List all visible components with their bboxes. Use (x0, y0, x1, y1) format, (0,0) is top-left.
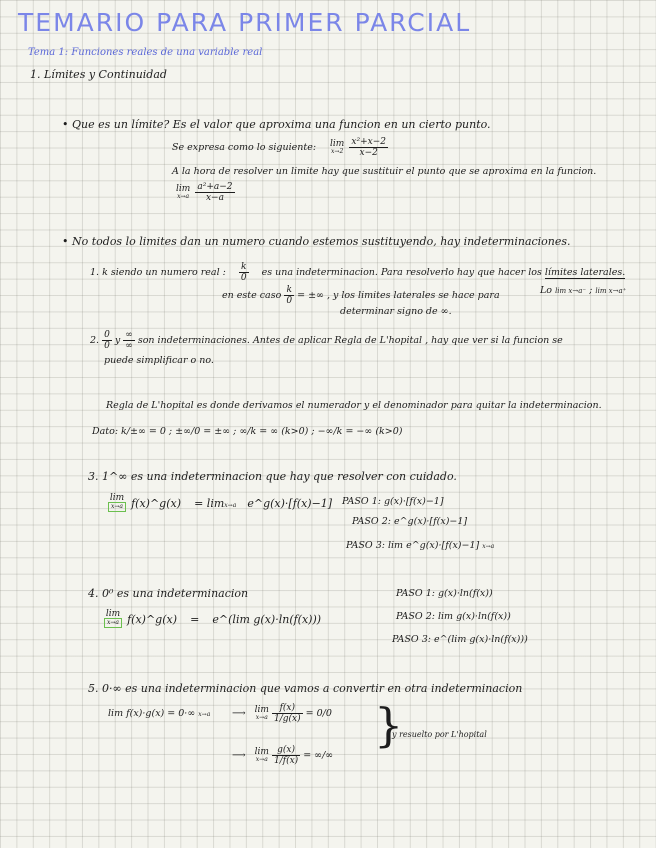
curly-brace: } (374, 698, 404, 752)
item5-conversion-1: ⟶ lim x→a $\frac{f(x)}{1/g(x)}$ = 0/0 (232, 703, 332, 724)
item4-limit-expression: lim x→a f(x)^g(x) = e^(lim g(x)·ln(f(x))) (105, 608, 322, 626)
lateral-limits-link: límites laterales. (544, 267, 626, 278)
general-limit-expression: lim x→a $\frac{\text{a²+a−2}}{x-a}$ (176, 182, 233, 203)
item2-line: 2. $\frac{0}{0}$ y $\frac{\infty}{\infty}$ son indeterminaciones. Antes de aplicar Regla de L'hopital , hay que ver si la funcion se (90, 330, 563, 351)
example-limit-expression: lim x→2 $\frac{\text{x²+x−2}}{x-2}$ (330, 137, 386, 158)
item3-step-1: PASO 1: g(x)·[f(x)−1] (342, 496, 444, 507)
item4-step-2: PASO 2: lim g(x)·ln(f(x)) (396, 611, 511, 622)
expression-label: Se expresa como lo siguiente: (172, 142, 317, 153)
data-note: Dato: k/±∞ = 0 ; ±∞/0 = ±∞ ; ∞/k = ∞ (k>0) ; −∞/k = −∞ (k>0) (92, 426, 403, 437)
topic-subtitle: Tema 1: Funciones reales de una variable real (28, 47, 263, 58)
item4-step-1: PASO 1: g(x)·ln(f(x)) (396, 588, 493, 599)
indeterminations-intro: • No todos lo limites dan un numero cuando estemos sustituyendo, hay indeterminaciones. (62, 235, 571, 248)
section-heading: 1. Límites y Continuidad (30, 68, 167, 81)
lateral-limits-notation: Lo lim x→a⁻ ; lim x→a⁺ (540, 285, 627, 296)
page-title: TEMARIO PARA PRIMER PARCIAL (18, 8, 472, 37)
item4-step-3: PASO 3: e^(lim g(x)·ln(f(x))) (392, 634, 528, 645)
item1-case-line: en este caso $\frac{k}{0}$ = ±∞ , y los limites laterales se hace para (222, 285, 500, 306)
item5-limit-line: lim f(x)·g(x) = 0·∞ x→a (108, 708, 211, 719)
limit-definition: • Que es un límite? Es el valor que aproxima una funcion en un cierto punto. (62, 118, 491, 131)
item3-step-3: PASO 3: lim e^g(x)·[f(x)−1] x→a (346, 540, 495, 551)
lhopital-note: y resuelto por L'hopital (392, 730, 487, 739)
item3-step-2: PASO 2: e^g(x)·[f(x)−1] (352, 516, 468, 527)
item5-heading: 5. 0·∞ es una indeterminacion que vamos a convertir en otra indeterminacion (88, 682, 523, 695)
item1-line: 1. k siendo un numero real : $\frac{k}{0}$ es una indeterminacion. Para resolverlo hay que hacer los límites laterales. (90, 262, 626, 283)
item3-heading: 3. 1^∞ es una indeterminacion que hay que resolver con cuidado. (88, 470, 457, 483)
lhopital-rule: Regla de L'hopital es donde derivamos el numerador y el denominador para quitar la indeterminacion. (106, 400, 602, 411)
limit-hint: A la hora de resolver un limite hay que sustituir el punto que se aproxima en la funcion. (172, 166, 597, 177)
item4-heading: 4. 0⁰ es una indeterminacion (88, 587, 249, 600)
item5-conversion-2: ⟶ lim x→a $\frac{g(x)}{1/f(x)}$ = ∞/∞ (232, 745, 334, 766)
item2-simplify-line: puede simplificar o no. (104, 355, 214, 366)
item1-sign-line: determinar signo de ∞. (340, 306, 452, 317)
item3-limit-expression: lim x→a f(x)^g(x) = limx→a e^g(x)·[f(x)−1] (109, 492, 333, 510)
